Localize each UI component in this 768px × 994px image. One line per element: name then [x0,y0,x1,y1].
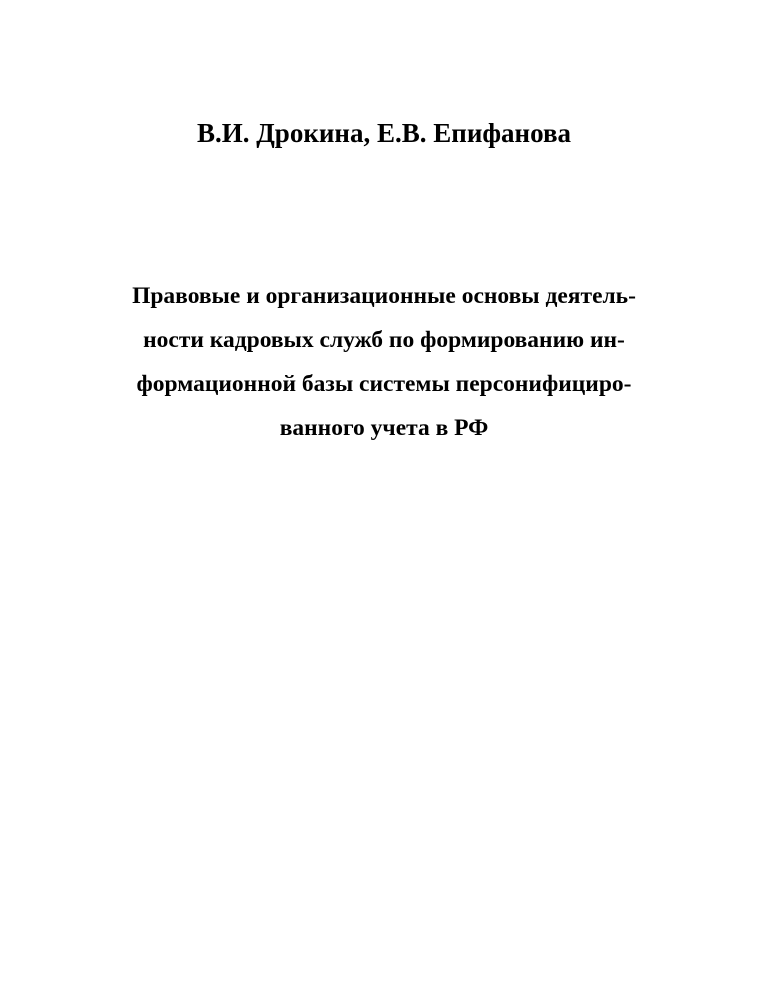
title-line: ности кадровых служб по формированию ин- [143,327,625,353]
title-line: ванного учета в РФ [279,415,489,441]
document-title [0,274,768,450]
authors-line: В.И. Дрокина, Е.В. Епифанова [196,118,572,148]
title-line: формационной базы системы персонифициро- [136,371,632,397]
title-line: Правовые и организационные основы деятель- [132,283,636,309]
